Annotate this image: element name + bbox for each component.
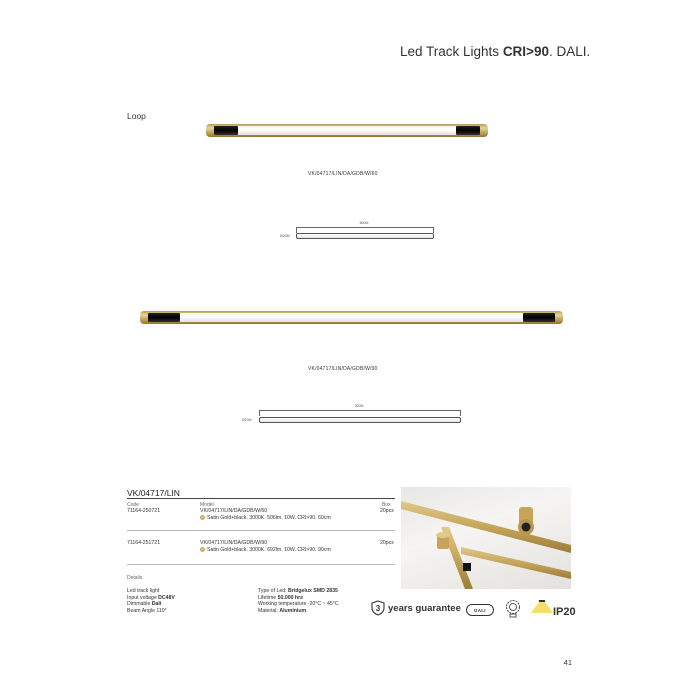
details-right-list xyxy=(258,588,339,614)
detail-item: Material: Aluminium xyxy=(258,607,307,614)
product-model: VK/04717/LIN/DA/GDB/W/90 xyxy=(200,540,268,546)
column-header-box: Box xyxy=(382,502,391,508)
product-line-label: Loop xyxy=(127,111,146,121)
dimension-diameter-text: Ø20M xyxy=(280,234,290,238)
detail-item: Dimmable Dali xyxy=(127,601,162,607)
product-box: 20pcs xyxy=(380,540,394,546)
row-divider xyxy=(127,530,395,531)
product-description: Satin Gold+black. 3000K. 692lm. 10W. CRI>90. 90cm xyxy=(200,547,331,554)
bulb-outline-icon xyxy=(504,599,522,619)
product-box: 20pcs xyxy=(380,508,394,514)
row-divider xyxy=(127,564,395,565)
detail-item: Working temperature -20°C ~ 45°C xyxy=(258,601,339,607)
product-image-60 xyxy=(206,124,488,137)
detail-item: Type of Led: Bridgelux SMD 2835 xyxy=(258,588,338,594)
gold-swatch-icon xyxy=(200,547,205,552)
dimension-drawing-60 xyxy=(280,221,440,246)
guarantee-text: years guarantee xyxy=(388,602,461,614)
detail-item: Lifetime 50.000 hrs xyxy=(258,594,303,601)
light-beam-icon xyxy=(531,600,553,614)
gold-swatch-icon xyxy=(200,515,205,520)
product-code: 71164-251721 xyxy=(127,540,161,546)
product-image-90 xyxy=(140,311,563,324)
detail-item: Led track light xyxy=(127,588,160,594)
track-installation-image xyxy=(401,487,571,589)
page-title: Led Track Lights CRI>90. DALI. xyxy=(400,44,591,59)
product-code: 71164-250721 xyxy=(127,508,161,514)
detail-item: Input voltage DC48V xyxy=(127,594,175,601)
product-model: VK/04717/LIN/DA/GDB/W/60 xyxy=(200,508,268,514)
svg-text:3: 3 xyxy=(375,604,381,613)
guarantee-badge xyxy=(371,600,461,616)
table-row xyxy=(127,508,395,526)
product-description: Satin Gold+black. 3000K. 506lm. 10W. CRI>90. 60cm xyxy=(200,515,331,522)
model-caption-90: VK/04717/LIN/DA/GDB/W/90 xyxy=(308,366,378,372)
ip-rating: IP20 xyxy=(553,606,576,618)
table-row xyxy=(127,540,395,558)
column-header-model: Model xyxy=(200,502,214,508)
installation-photo xyxy=(401,487,571,589)
dimension-diameter-text: Ø20M xyxy=(242,418,252,422)
detail-item: Beam Angle 110° xyxy=(127,607,167,614)
shield-icon xyxy=(371,600,385,616)
column-header-code: Code xyxy=(127,502,139,508)
dali-badge: DALI xyxy=(466,604,494,616)
section-divider xyxy=(127,498,395,499)
details-label: Details xyxy=(127,575,143,581)
model-caption-60: VK/04717/LIN/DA/GDB/W/60 xyxy=(308,171,378,177)
dimension-drawing-90 xyxy=(242,404,462,429)
page-number: 41 xyxy=(563,658,572,667)
section-title: VK/04717/LIN xyxy=(127,488,180,498)
dimension-length-text: 900M xyxy=(354,404,364,408)
details-left-list xyxy=(127,588,175,614)
dimension-length-text: 600M xyxy=(359,221,369,225)
